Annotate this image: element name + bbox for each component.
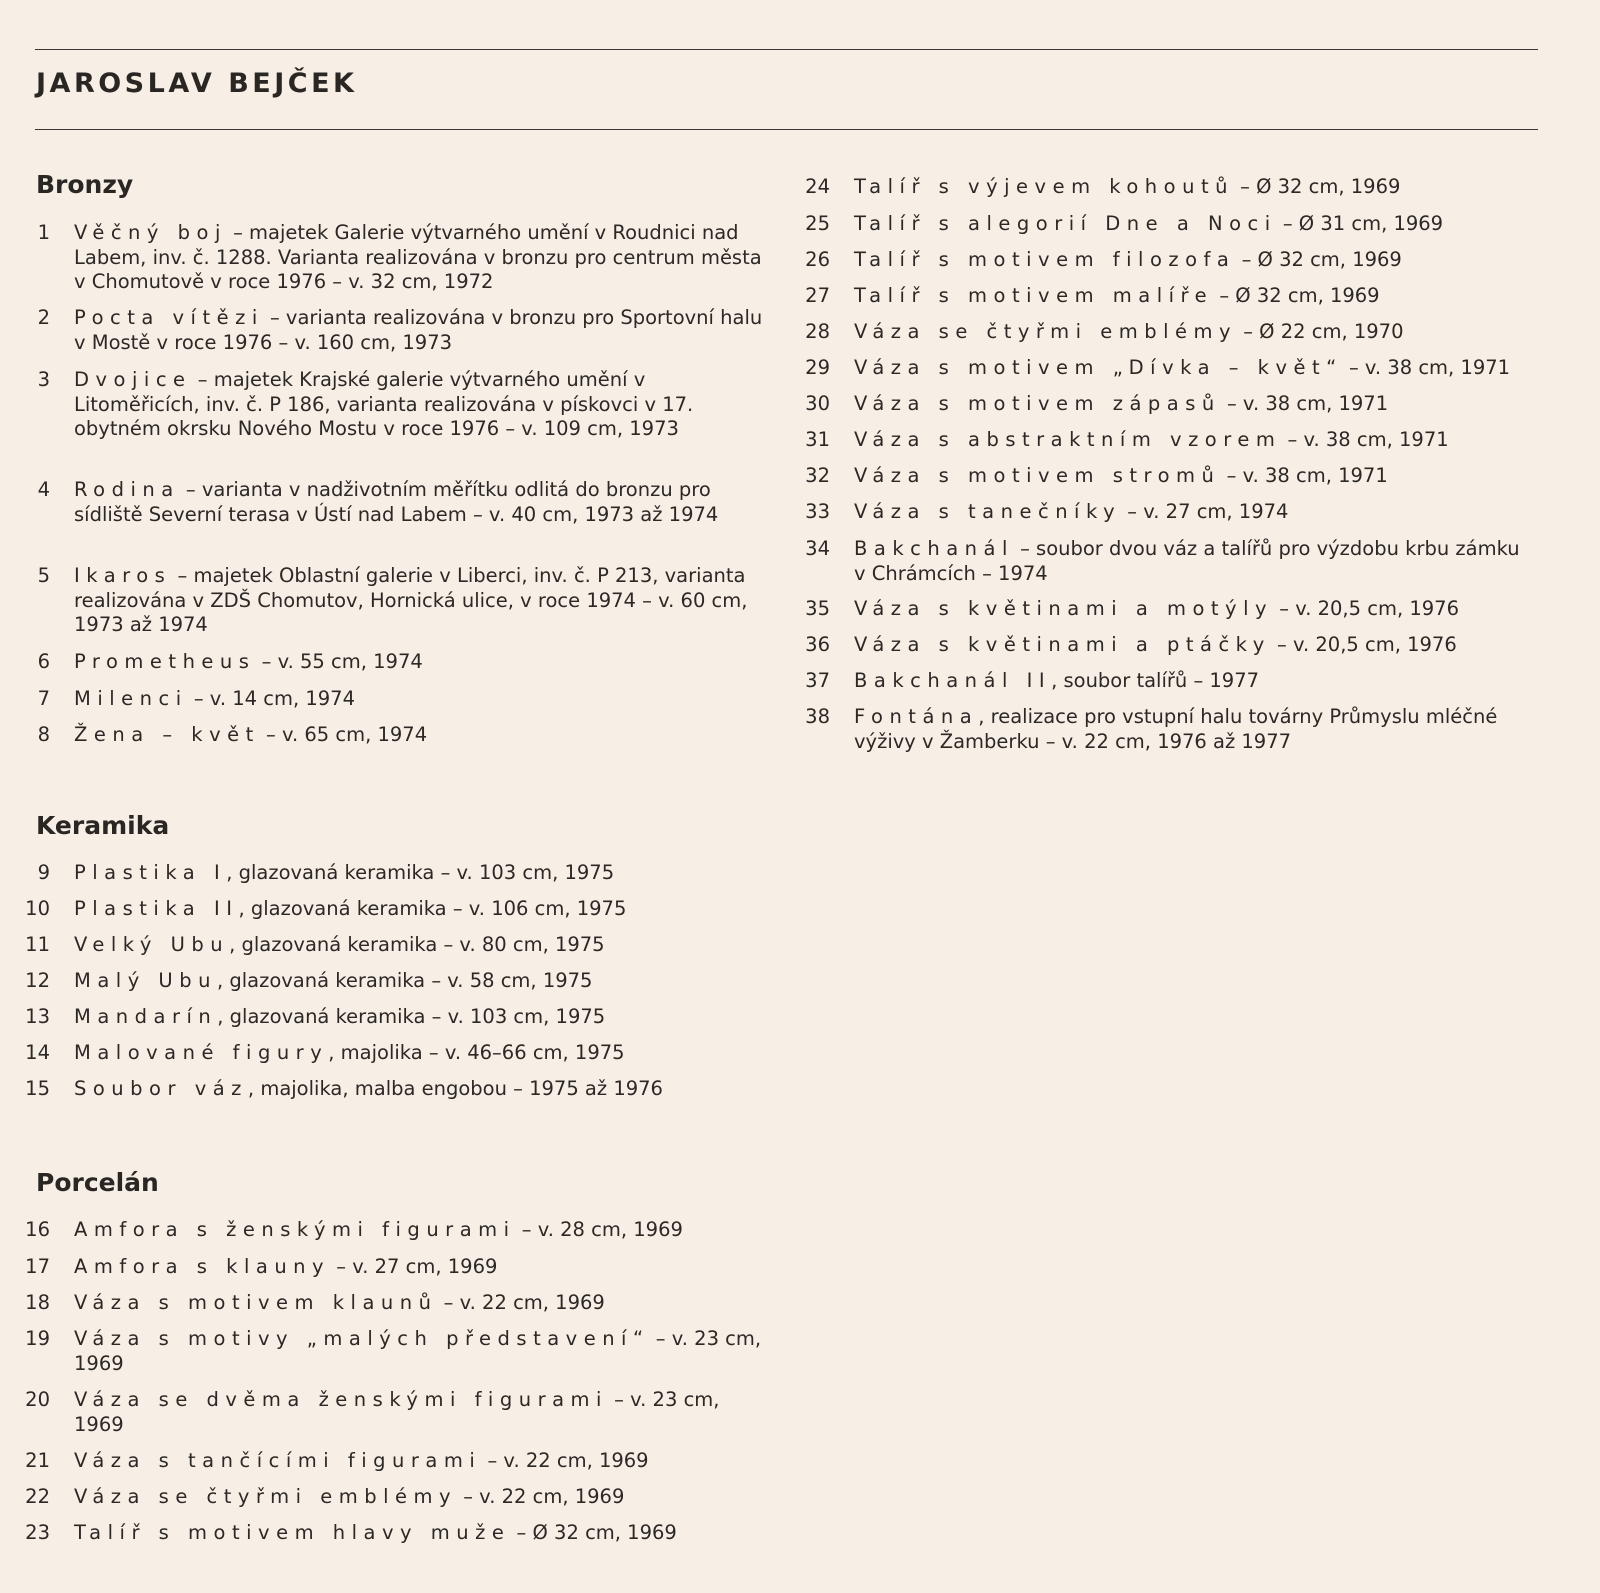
- entry-title: Velký Ubu: [74, 933, 230, 956]
- entry-details: – soubor dvou váz a talířů pro výzdobu krbu zámku v Chrámcích – 1974: [854, 537, 1520, 585]
- entry-title: Talíř s výjevem kohoutů: [854, 175, 1234, 198]
- catalog-entry: [766, 175, 1526, 200]
- entry-details: – v. 38 cm, 1971: [1220, 464, 1388, 487]
- section-heading-porcelan: Porcelán: [36, 1168, 159, 1197]
- catalog-entry: [766, 500, 1526, 525]
- catalog-entry: [766, 633, 1526, 658]
- catalog-entry: [0, 723, 770, 748]
- entry-number: 17: [25, 1255, 50, 1278]
- entry-title: Váza s motivem klaunů: [74, 1291, 438, 1314]
- entry-details: , glazovaná keramika – v. 58 cm, 1975: [216, 969, 593, 992]
- catalog-entry: [766, 212, 1526, 237]
- page-title: JAROSLAV BEJČEK: [36, 68, 358, 99]
- entry-number: 11: [25, 933, 50, 956]
- entry-title: Bakchanál II: [854, 669, 1052, 692]
- catalog-entry: [0, 933, 770, 958]
- entry-details: , majolika, malba engobou – 1975 až 1976: [247, 1077, 663, 1100]
- entry-number: 7: [37, 687, 50, 710]
- entry-number: 27: [805, 284, 830, 307]
- entry-title: Plastika I: [74, 861, 227, 884]
- entry-number: 30: [805, 392, 830, 415]
- catalog-entry: [0, 564, 770, 638]
- entry-number: 6: [37, 650, 50, 673]
- entry-title: Fontána: [854, 705, 979, 728]
- entry-number: 2: [37, 306, 50, 329]
- entry-title: Váza se čtyřmi emblémy: [74, 1485, 458, 1508]
- entry-number: 18: [25, 1291, 50, 1314]
- catalog-entry: [766, 248, 1526, 273]
- catalog-entry: [766, 669, 1526, 694]
- entry-number: 25: [805, 212, 830, 235]
- catalog-entry: [766, 392, 1526, 417]
- catalog-entry: [0, 1327, 770, 1376]
- catalog-entry: [766, 537, 1526, 586]
- entry-details: – majetek Galerie výtvarného umění v Roudnici nad Labem, inv. č. 1288. Varianta realizována v bronzu pro centrum města v Chomutově v roce 1976 – v. 32 cm, 1972: [74, 221, 762, 293]
- entry-number: 16: [25, 1218, 50, 1241]
- entry-details: – v. 55 cm, 1974: [255, 650, 423, 673]
- entry-title: Bakchanál: [854, 537, 1014, 560]
- entry-title: Váza s tanečníky: [854, 500, 1122, 523]
- catalog-entry: [0, 1449, 770, 1474]
- entry-details: , glazovaná keramika – v. 80 cm, 1975: [229, 933, 605, 956]
- entry-details: – v. 38 cm, 1971: [1220, 392, 1389, 415]
- entry-details: – Ø 31 cm, 1969: [1276, 212, 1444, 235]
- entry-details: – varianta v nadživotním měřítku odlitá do bronzu pro sídliště Severní terasa v Ústí nad Labem – v. 40 cm, 1973 až 1974: [74, 478, 719, 526]
- entry-details: , majolika – v. 46–66 cm, 1975: [328, 1041, 625, 1064]
- catalog-entry: [766, 705, 1526, 754]
- entry-title: Plastika II: [74, 897, 239, 920]
- entry-details: – v. 38 cm, 1971: [1281, 428, 1449, 451]
- entry-details: – v. 14 cm, 1974: [187, 687, 355, 710]
- entry-details: – Ø 32 cm, 1969: [1233, 175, 1401, 198]
- entry-details: – v. 20,5 cm, 1976: [1270, 633, 1457, 656]
- entry-details: , realizace pro vstupní halu továrny Průmyslu mléčné výživy v Žamberku – v. 22 cm, 1976 až 1977: [854, 705, 1498, 753]
- entry-number: 21: [25, 1449, 50, 1472]
- entry-title: Váza s květinami a motýly: [854, 597, 1274, 620]
- entry-details: , glazovaná keramika – v. 103 cm, 1975: [226, 861, 615, 884]
- entry-details: – Ø 22 cm, 1970: [1237, 320, 1404, 343]
- entry-number: 1: [37, 221, 50, 244]
- entry-details: – v. 22 cm, 1969: [437, 1291, 605, 1314]
- entry-title: Věčný boj: [74, 221, 227, 244]
- entry-details: – varianta realizována v bronzu pro Sportovní halu v Mostě v roce 1976 – v. 160 cm, 1973: [74, 306, 763, 354]
- entry-details: , glazovaná keramika – v. 106 cm, 1975: [238, 897, 627, 920]
- entry-number: 24: [805, 175, 830, 198]
- entry-number: 36: [805, 633, 830, 656]
- catalog-entry: [766, 284, 1526, 309]
- entry-details: , soubor talířů – 1977: [1051, 669, 1260, 692]
- entry-title: Váza s motivy „malých představení“: [74, 1327, 650, 1350]
- entry-title: Amfora s klauny: [74, 1255, 331, 1278]
- title-rule: [35, 129, 1538, 130]
- entry-title: Váza s tančícími figurami: [74, 1449, 482, 1472]
- entry-number: 22: [25, 1485, 50, 1508]
- entry-title: Váza se čtyřmi emblémy: [854, 320, 1238, 343]
- catalog-entry: [766, 597, 1526, 622]
- entry-title: Talíř s motivem filozofa: [854, 248, 1236, 271]
- catalog-entry: [0, 1485, 770, 1510]
- entry-title: Váza s motivem „Dívka – květ“: [854, 356, 1343, 379]
- entry-title: Amfora s ženskými figurami: [74, 1218, 516, 1241]
- entry-details: – v. 22 cm, 1969: [457, 1485, 625, 1508]
- entry-title: Malý Ubu: [74, 969, 217, 992]
- catalog-entry: [0, 1041, 770, 1066]
- catalog-entry: [0, 1521, 770, 1546]
- catalog-entry: [0, 478, 770, 527]
- catalog-entry: [0, 897, 770, 922]
- catalog-entry: [0, 306, 770, 355]
- catalog-entry: [766, 320, 1526, 345]
- entry-number: 26: [805, 248, 830, 271]
- entry-details: – v. 65 cm, 1974: [259, 723, 428, 746]
- entry-details: – Ø 32 cm, 1969: [1235, 248, 1402, 271]
- catalog-entry: [766, 464, 1526, 489]
- entry-number: 34: [805, 537, 830, 560]
- entry-title: Prometheus: [74, 650, 256, 673]
- entry-title: Milenci: [74, 687, 188, 710]
- entry-title: Dvojice: [74, 368, 192, 391]
- entry-title: Talíř s motivem malíře: [854, 284, 1214, 307]
- entry-title: Talíř s motivem hlavy muže: [74, 1521, 511, 1544]
- entry-title: Váza s květinami a ptáčky: [854, 633, 1271, 656]
- entry-number: 32: [805, 464, 830, 487]
- entry-number: 33: [805, 500, 830, 523]
- entry-number: 14: [25, 1041, 50, 1064]
- entry-details: – Ø 32 cm, 1969: [1213, 284, 1380, 307]
- entry-details: – v. 27 cm, 1974: [1121, 500, 1289, 523]
- catalog-entry: [766, 428, 1526, 453]
- entry-title: Talíř s alegorií Dne a Noci: [854, 212, 1277, 235]
- entry-number: 38: [805, 705, 830, 728]
- catalog-entry: [0, 1077, 770, 1102]
- entry-details: – v. 38 cm, 1971: [1342, 356, 1511, 379]
- catalog-entry: [0, 1291, 770, 1316]
- section-heading-keramika: Keramika: [36, 811, 170, 840]
- entry-number: 10: [25, 897, 50, 920]
- entry-number: 15: [25, 1077, 50, 1100]
- entry-title: Váza s abstraktním vzorem: [854, 428, 1282, 451]
- entry-number: 29: [805, 356, 830, 379]
- entry-title: Pocta vítězi: [74, 306, 264, 329]
- entry-number: 12: [25, 969, 50, 992]
- entry-number: 3: [37, 368, 50, 391]
- entry-details: – majetek Krajské galerie výtvarného umění v Litoměřicích, inv. č. P 186, varianta realizována v pískovci v 17. obytném okrsku Nového Mostu v roce 1976 – v. 109 cm, 1973: [74, 368, 694, 440]
- catalog-entry: [0, 1005, 770, 1030]
- entry-number: 4: [37, 478, 50, 501]
- entry-title: Rodina: [74, 478, 180, 501]
- entry-title: Ikaros: [74, 564, 172, 587]
- catalog-entry: [0, 368, 770, 442]
- catalog-entry: [0, 221, 770, 295]
- entry-number: 31: [805, 428, 830, 451]
- entry-number: 13: [25, 1005, 50, 1028]
- entry-details: – v. 27 cm, 1969: [330, 1255, 498, 1278]
- entry-title: Váza se dvěma ženskými figurami: [74, 1388, 608, 1411]
- entry-number: 5: [37, 564, 50, 587]
- entry-number: 35: [805, 597, 830, 620]
- catalog-entry: [0, 687, 770, 712]
- entry-title: Žena – květ: [74, 723, 260, 746]
- entry-details: – v. 23 cm, 1969: [74, 1327, 762, 1375]
- entry-details: – v. 20,5 cm, 1976: [1273, 597, 1459, 620]
- top-rule: [35, 49, 1538, 50]
- section-heading-bronzy: Bronzy: [36, 170, 134, 199]
- entry-number: 19: [25, 1327, 50, 1350]
- entry-details: – v. 28 cm, 1969: [515, 1218, 683, 1241]
- entry-title: Mandarín: [74, 1005, 218, 1028]
- entry-title: Váza s motivem zápasů: [854, 392, 1221, 415]
- entry-number: 28: [805, 320, 830, 343]
- entry-details: – majetek Oblastní galerie v Liberci, inv. č. P 213, varianta realizována v ZDŠ Chomutov, Hornická ulice, v roce 1974 – v. 60 cm, 1973 až 1974: [74, 564, 748, 636]
- catalog-entry: [0, 1255, 770, 1280]
- entry-number: 37: [805, 669, 830, 692]
- catalog-entry: [766, 356, 1526, 381]
- entry-details: – Ø 32 cm, 1969: [510, 1521, 677, 1544]
- entry-number: 8: [37, 723, 50, 746]
- entry-details: , glazovaná keramika – v. 103 cm, 1975: [217, 1005, 606, 1028]
- entry-title: Malované figury: [74, 1041, 329, 1064]
- catalog-entry: [0, 969, 770, 994]
- entry-number: 23: [25, 1521, 50, 1544]
- entry-details: – v. 22 cm, 1969: [481, 1449, 649, 1472]
- entry-details: – v. 23 cm, 1969: [74, 1388, 720, 1436]
- catalog-entry: [0, 650, 770, 675]
- catalog-entry: [0, 861, 770, 886]
- entry-title: Váza s motivem stromů: [854, 464, 1221, 487]
- catalog-entry: [0, 1388, 770, 1437]
- catalog-entry: [0, 1218, 770, 1243]
- entry-number: 9: [37, 861, 50, 884]
- entry-title: Soubor váz: [74, 1077, 248, 1100]
- entry-number: 20: [25, 1388, 50, 1411]
